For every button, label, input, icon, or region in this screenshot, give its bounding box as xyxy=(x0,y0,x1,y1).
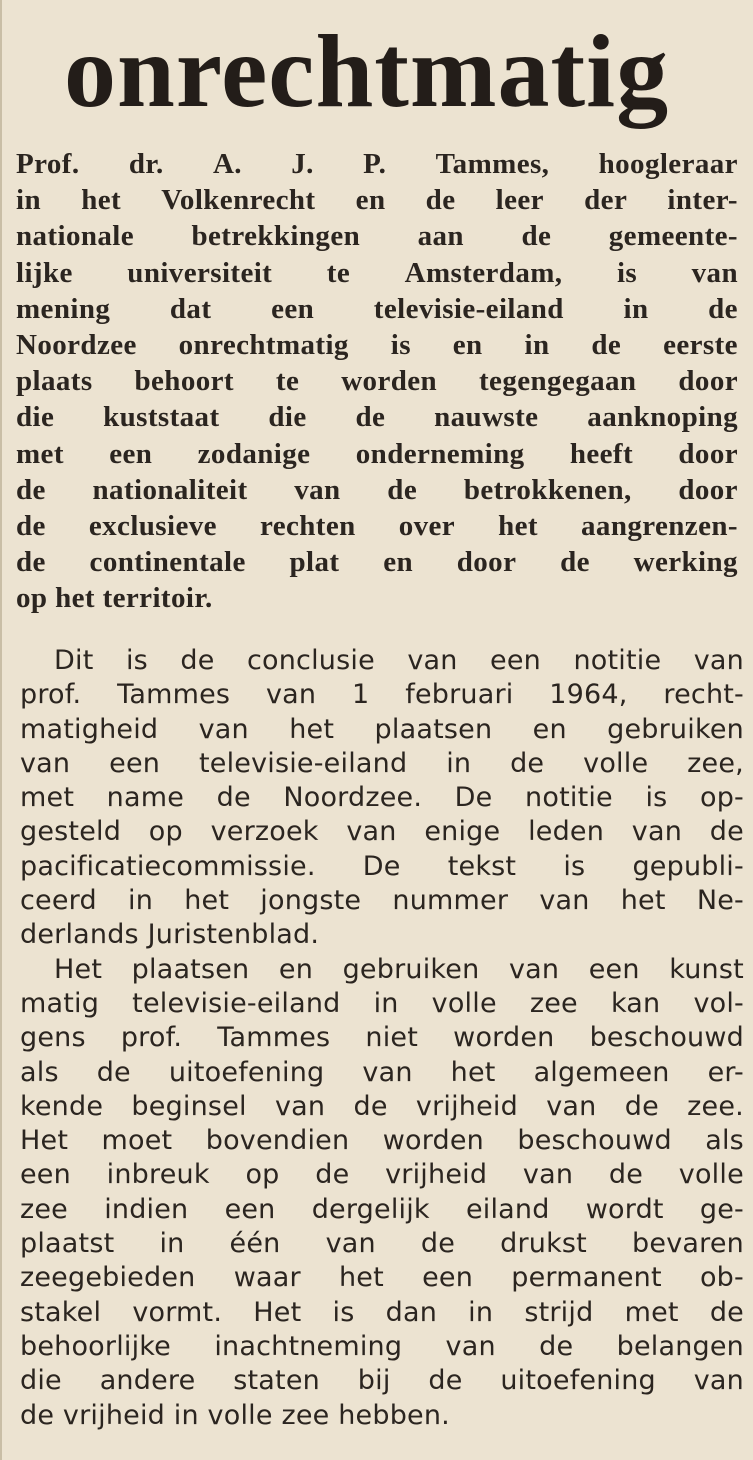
lead-line: de continentale plat en door de werking xyxy=(16,546,738,579)
body-line: zeegebieden waar het een permanent ob- xyxy=(20,1262,744,1294)
body-line: prof. Tammes van 1 februari 1964, recht- xyxy=(20,679,744,711)
lead-line: nationale betrekkingen aan de gemeente- xyxy=(16,220,738,253)
body-line: de vrijheid in volle zee hebben. xyxy=(20,1399,450,1431)
lead-line: met een zodanige onderneming heeft door xyxy=(16,437,738,470)
lead-line: in het Volkenrecht en de leer der inter- xyxy=(16,184,738,217)
body-line: als de uitoefening van het algemeen er- xyxy=(20,1056,744,1088)
body-line: matigheid van het plaatsen en gebruiken xyxy=(20,713,744,745)
body-line: pacificatiecommissie. De tekst is gepubli- xyxy=(20,850,744,882)
body-line: plaatst in één van de drukst bevaren xyxy=(20,1228,744,1260)
lead-paragraph xyxy=(16,146,738,617)
body-line: gesteld op verzoek van enige leden van de xyxy=(20,816,744,848)
body-line: zee indien een dergelijk eiland wordt ge- xyxy=(20,1193,744,1225)
body-line: Het moet bovendien worden beschouwd als xyxy=(20,1125,744,1157)
lead-line: de nationaliteit van de betrokkenen, door xyxy=(16,473,738,506)
lead-line: de exclusieve rechten over het aangrenzen- xyxy=(16,510,738,543)
body-line: ceerd in het jongste nummer van het Ne- xyxy=(20,885,744,917)
lead-line: die kuststaat die de nauwste aanknoping xyxy=(16,401,738,434)
body-line: die andere staten bij de uitoefening van xyxy=(20,1365,744,1397)
headline: onrechtmatig xyxy=(64,14,670,129)
body-line: stakel vormt. Het is dan in strijd met de xyxy=(20,1296,744,1328)
body-line: Het plaatsen en gebruiken van een kunst xyxy=(54,953,744,985)
paragraph-1 xyxy=(20,644,744,953)
paragraph-2 xyxy=(20,953,744,1433)
lead-line: lijke universiteit te Amsterdam, is van xyxy=(16,256,738,289)
body-line: van een televisie-eiland in de volle zee, xyxy=(20,747,744,779)
lead-line: Noordzee onrechtmatig is en in de eerste xyxy=(16,329,738,362)
article-body xyxy=(20,644,744,1433)
body-line: gens prof. Tammes niet worden beschouwd xyxy=(20,1022,744,1054)
lead-line: Prof. dr. A. J. P. Tammes, hoogleraar xyxy=(16,148,738,180)
body-line: Dit is de conclusie van een notitie van xyxy=(54,645,744,676)
body-line: behoorlijke inachtneming van de belangen xyxy=(20,1330,744,1362)
body-line: derlands Juristenblad. xyxy=(20,919,320,951)
lead-line: plaats behoort te worden tegengegaan door xyxy=(16,365,738,398)
body-line: met name de Noordzee. De notitie is op- xyxy=(20,782,744,814)
lead-line: mening dat een televisie-eiland in de xyxy=(16,292,738,325)
body-line: matig televisie-eiland in volle zee kan vol- xyxy=(20,987,744,1019)
body-line: een inbreuk op de vrijheid van de volle xyxy=(20,1159,744,1191)
lead-line: op het territoir. xyxy=(16,582,213,615)
body-line: kende beginsel van de vrijheid van de zee. xyxy=(20,1090,744,1122)
